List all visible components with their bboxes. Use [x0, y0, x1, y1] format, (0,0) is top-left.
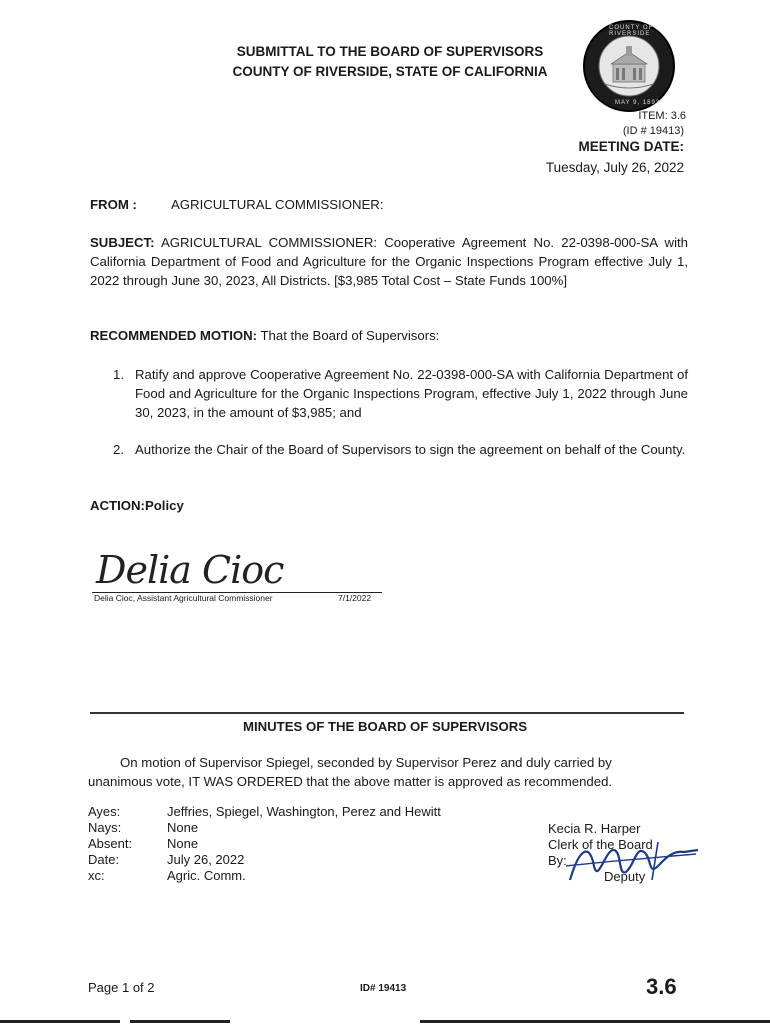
county-seal	[583, 20, 675, 112]
footer-id: ID# 19413	[360, 983, 407, 994]
minutes-absent-value: None	[167, 836, 199, 851]
item-number: ITEM: 3.6	[638, 110, 686, 122]
minutes-nays-label: Nays:	[88, 820, 122, 835]
subject-text: AGRICULTURAL COMMISSIONER: Cooperative Agreement No. 22-0398-000-SA with California Department of Food and Agriculture for the Organic Inspections Program effective July 1, 2022 through June 30, 2023, All Districts. [$3,985 Total Cost – State Funds 100%]	[90, 235, 689, 288]
subject-label: SUBJECT:	[90, 235, 155, 250]
clerk-signature	[560, 836, 700, 888]
signature-date: 7/1/2022	[338, 593, 372, 603]
minutes-xc-label: xc:	[88, 868, 105, 883]
scan-edge-mark	[420, 1020, 770, 1023]
subject-block	[90, 233, 688, 290]
motion-item-2-number: 2.	[113, 442, 124, 457]
header-line-2: COUNTY OF RIVERSIDE, STATE OF CALIFORNIA	[232, 64, 548, 79]
header-line-1: SUBMITTAL TO THE BOARD OF SUPERVISORS	[236, 44, 544, 59]
minutes-title: MINUTES OF THE BOARD OF SUPERVISORS	[242, 719, 528, 734]
meeting-date-label: MEETING DATE:	[578, 139, 684, 154]
minutes-divider	[90, 712, 684, 714]
minutes-xc-value: Agric. Comm.	[167, 868, 246, 883]
minutes-ayes-value: Jeffries, Spiegel, Washington, Perez and Hewitt	[167, 804, 441, 819]
clerk-title: Clerk of the Board	[548, 837, 653, 852]
recommended-label: RECOMMENDED MOTION:	[90, 328, 258, 343]
minutes-date-label: Date:	[88, 852, 120, 867]
minutes-absent-label: Absent:	[88, 836, 133, 851]
motion-item-1-text: Ratify and approve Cooperative Agreement No. 22-0398-000-SA with California Department of Food and Agriculture for the Organic Inspections Program, effective July 1, 2022 through June 30, 2023, in the amount of $3,985; and	[135, 367, 688, 420]
from-value: AGRICULTURAL COMMISSIONER:	[171, 197, 384, 212]
minutes-nays-value: None	[167, 820, 199, 835]
signature-delia-cioc: Delia Cioc	[96, 548, 284, 592]
clerk-name: Kecia R. Harper	[548, 821, 641, 836]
seal-top-text: COUNTY OF RIVERSIDE	[609, 25, 654, 37]
minutes-date-value: July 26, 2022	[167, 852, 245, 867]
motion-item-2-text: Authorize the Chair of the Board of Supervisors to sign the agreement on behalf of the County.	[135, 442, 686, 457]
recommended-motion	[90, 326, 439, 345]
minutes-ayes-label: Ayes:	[88, 804, 121, 819]
footer-page: Page 1 of 2	[88, 980, 155, 995]
scan-edge-mark	[0, 1020, 120, 1023]
seal-bottom-text: MAY 9, 1893	[615, 100, 661, 106]
scan-edge-mark	[130, 1020, 230, 1023]
meeting-date: Tuesday, July 26, 2022	[545, 160, 684, 175]
motion-item-1-number: 1.	[113, 367, 124, 382]
action-label: ACTION:Policy	[90, 498, 184, 513]
recommended-text: That the Board of Supervisors:	[260, 328, 440, 343]
from-label: FROM :	[90, 197, 137, 212]
minutes-motion: On motion of Supervisor Spiegel, seconded by Supervisor Perez and duly carried by unanimous vote, IT WAS ORDERED that the above matter is approved as recommended.	[88, 755, 613, 789]
footer-item-number: 3.6	[646, 974, 677, 999]
clerk-by-label: By:	[548, 853, 567, 868]
signature-caption: Delia Cioc, Assistant Agricultural Commissioner	[94, 593, 273, 603]
clerk-deputy-label: Deputy	[604, 869, 646, 884]
item-id: (ID # 19413)	[622, 125, 684, 137]
